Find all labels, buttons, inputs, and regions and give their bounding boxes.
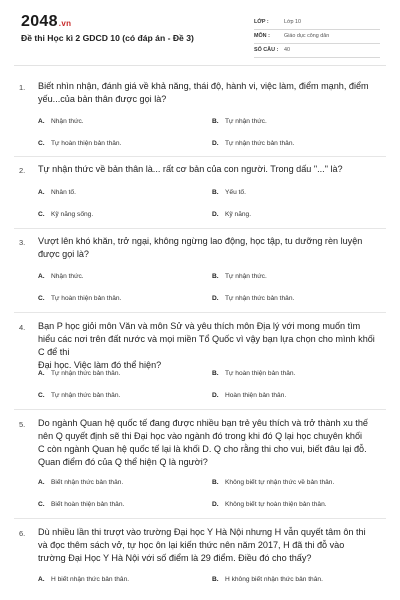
question-line: Do ngành Quan hệ quốc tế đang được nhiều bạn trẻ yêu thích và trở thành xu thế [38, 418, 368, 428]
option-c[interactable] [38, 501, 124, 508]
option-text: Tự nhận thức. [225, 273, 267, 280]
option-letter: B. [212, 370, 219, 377]
question-separator [14, 518, 386, 519]
option-letter: B. [212, 479, 219, 486]
question-number: 4. [19, 323, 26, 332]
option-c[interactable] [38, 211, 93, 218]
question-line: Quan điểm đó của Q thể hiện Q là người? [38, 457, 208, 467]
option-text: Biết hoàn thiện bản thân. [51, 501, 125, 508]
option-text: H không biết nhận thức bản thân. [225, 576, 323, 583]
exam-title: Đề thi Học kì 2 GDCD 10 (có đáp án - Đề 3) [21, 33, 194, 43]
option-text: Tự nhận thức bản thân. [225, 140, 295, 147]
meta-subject-row [254, 31, 380, 44]
question-line: Dù nhiều lần thi trượt vào trường Đại học Y Hà Nội nhưng H vẫn quyết tâm ôn thi [38, 527, 366, 537]
option-letter: A. [38, 576, 45, 583]
option-d[interactable] [212, 501, 327, 508]
option-c[interactable] [38, 392, 120, 399]
option-letter: C. [38, 295, 45, 302]
option-letter: A. [38, 118, 45, 125]
option-letter: B. [212, 576, 219, 583]
meta-count-label: SỐ CÂU : [254, 47, 279, 53]
question-separator [14, 409, 386, 410]
question-number: 2. [19, 166, 26, 175]
question-text [38, 320, 383, 372]
option-letter: D. [212, 211, 219, 218]
option-letter: A. [38, 370, 45, 377]
question-separator [14, 312, 386, 313]
option-a[interactable] [38, 118, 84, 125]
option-c[interactable] [38, 295, 121, 302]
option-letter: D. [212, 392, 219, 399]
option-text: Yếu tố. [225, 189, 246, 196]
option-text: Hoàn thiện bản thân. [225, 392, 287, 399]
meta-class-label: LỚP : [254, 19, 269, 25]
option-d[interactable] [212, 295, 294, 302]
exam-header [0, 0, 400, 62]
question-number: 5. [19, 420, 26, 429]
option-b[interactable] [212, 479, 334, 486]
question-number: 3. [19, 238, 26, 247]
logo-suffix: .vn [58, 19, 72, 28]
option-letter: C. [38, 501, 45, 508]
option-letter: D. [212, 295, 219, 302]
option-b[interactable] [212, 118, 267, 125]
option-text: Kỹ năng sống. [51, 211, 94, 218]
option-text: Tự nhận thức bản thân. [225, 295, 295, 302]
question-line: Đại học. Việc làm đó thể hiện? [38, 360, 162, 370]
option-text: Tự hoàn thiện bản thân. [51, 140, 122, 147]
question-line: được gọi là? [38, 249, 89, 259]
option-letter: B. [212, 273, 219, 280]
option-letter: B. [212, 189, 219, 196]
question-text [38, 163, 383, 176]
option-b[interactable] [212, 273, 267, 280]
option-text: Tự hoàn thiện bản thân. [225, 370, 296, 377]
question-line: Biết nhìn nhận, đánh giá về khả năng, thái độ, hành vi, việc làm, điểm mạnh, điểm [38, 81, 369, 91]
meta-class-row [254, 17, 380, 30]
question-number: 1. [19, 83, 26, 92]
option-a[interactable] [38, 189, 76, 196]
option-d[interactable] [212, 392, 286, 399]
site-logo[interactable] [21, 13, 71, 31]
option-letter: B. [212, 118, 219, 125]
option-letter: C. [38, 211, 45, 218]
meta-class-value: Lớp 10 [284, 19, 302, 25]
meta-count-row [254, 45, 380, 58]
question-line: Vượt lên khó khăn, trở ngại, không ngừng lao động, học tập, tu dưỡng rèn luyện [38, 236, 363, 246]
option-text: Tự nhận thức. [225, 118, 267, 125]
option-a[interactable] [38, 273, 84, 280]
meta-count-value: 40 [284, 47, 290, 53]
question-line: và đọc thêm sách vở, tự học ôn lại kiến thức nên năm 2017, H đã thi đỗ vào [38, 540, 345, 550]
meta-subject-label: MÔN : [254, 33, 270, 39]
option-letter: D. [212, 140, 219, 147]
question-separator [14, 156, 386, 157]
question-line: yếu...của bản thân được gọi là? [38, 94, 167, 104]
option-text: H biết nhận thức bản thân. [51, 576, 130, 583]
option-letter: A. [38, 189, 45, 196]
option-letter: A. [38, 273, 45, 280]
option-text: Nhận thức. [51, 273, 84, 280]
option-text: Nhận thức. [51, 118, 84, 125]
option-b[interactable] [212, 189, 246, 196]
option-b[interactable] [212, 370, 295, 377]
option-text: Kỹ năng. [225, 211, 252, 218]
question-text [38, 526, 383, 565]
option-text: Biết nhận thức bản thân. [51, 479, 124, 486]
question-line: hiểu các nơi trên đất nước và mọi miền Tổ Quốc vì vậy bạn lựa chọn cho mình khối C để thi [38, 334, 375, 357]
option-letter: C. [38, 140, 45, 147]
question-line: nên Q quyết định sẽ thi Đại học vào ngành đó trong khi đó Q lại học chuyên khối [38, 431, 363, 441]
question-text [38, 235, 383, 261]
question-line: Bạn P học giỏi môn Văn và môn Sử và yêu thích môn Địa lý với mong muốn tìm [38, 321, 361, 331]
meta-subject-value: Giáo dục công dân [284, 33, 330, 39]
question-line: trường Đại Học Y Hà Nội với số điểm là 29 điểm. Điều đó cho thấy? [38, 553, 312, 563]
option-letter: A. [38, 479, 45, 486]
question-text [38, 80, 383, 106]
header-divider [14, 65, 386, 66]
question-separator [14, 228, 386, 229]
option-text: Tự hoàn thiện bản thân. [51, 295, 122, 302]
option-a[interactable] [38, 370, 120, 377]
option-b[interactable] [212, 576, 323, 583]
option-d[interactable] [212, 211, 251, 218]
question-number: 6. [19, 529, 26, 538]
option-text: Tự nhận thức bản thân. [51, 370, 121, 377]
option-text: Không biết tự hoàn thiện bản thân. [225, 501, 327, 508]
question-text [38, 417, 383, 469]
option-text: Tự nhận thức bản thân. [51, 392, 121, 399]
option-a[interactable] [38, 479, 123, 486]
logo-main: 2048 [21, 13, 58, 30]
option-text: Không biết tự nhận thức về bản thân. [225, 479, 335, 486]
question-line: Tự nhận thức về bản thân là... rất cơ bản của con người. Trong dấu "..." là? [38, 164, 343, 174]
question-line: C còn ngành Quan hệ quốc tế lại là khối D. Q cho rằng thi cho vui, biết đâu lại đỗ. [38, 444, 367, 454]
option-d[interactable] [212, 140, 294, 147]
option-text: Nhân tố. [51, 189, 76, 196]
option-c[interactable] [38, 140, 121, 147]
option-letter: C. [38, 392, 45, 399]
option-a[interactable] [38, 576, 129, 583]
option-letter: D. [212, 501, 219, 508]
